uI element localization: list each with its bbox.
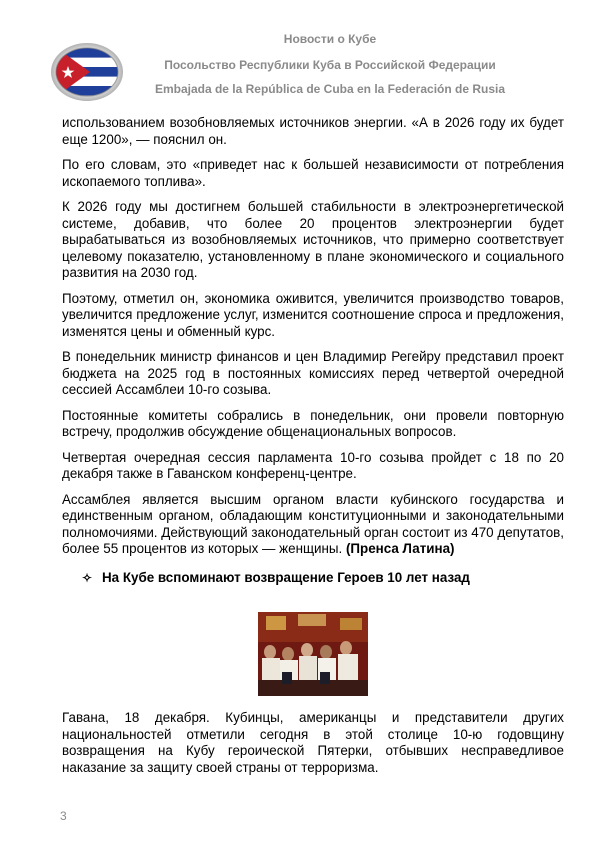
- next-article-title: На Кубе вспоминают возвращение Героев 10 лет назад: [102, 569, 470, 585]
- header-title: Новости о Кубе: [283, 32, 377, 46]
- paragraph: [62, 492, 564, 558]
- header-text-block: [130, 30, 530, 98]
- header-subtitle-es: Embajada de la República de Cuba en la Federación de Rusia: [154, 82, 506, 96]
- news-photo: [258, 612, 368, 696]
- paragraph: К 2026 году мы достигнем большей стабильности в электроэнергетической системе, добавив, что более 20 процентов электроэнергии будет вырабатываться из возобновляемых источников, что примерно соответствует целевому показателю, установленному в плане экономического и социального развития на 2030 год.: [62, 199, 564, 280]
- page-number: 3: [60, 809, 67, 823]
- news-source: (Пренса Латина): [345, 541, 455, 556]
- paragraph: Поэтому, отметил он, экономика оживится, увеличится производство товаров, увеличится предложение услуг, изменится соотношение спроса и предложения, изменятся цены и обменный курс.: [62, 290, 564, 339]
- paragraph-text: Ассамблея является высшим органом власти кубинского государства и единственным органом, обладающим конституционными и законодательными полномочиями. Действующий законодательный орган состоит из 470 депутатов, более 55 процентов из которых — женщины.: [62, 491, 564, 556]
- cuba-flag-logo: [50, 42, 124, 102]
- article-body: [62, 115, 564, 785]
- header-subtitle-ru: Посольство Республики Куба в Российской Федерации: [164, 58, 496, 72]
- page-header: [0, 0, 608, 110]
- diamond-bullet-icon: ✧: [81, 570, 93, 585]
- paragraph: Гавана, 18 декабря. Кубинцы, американцы и представители других национальностей отметили сегодня в этой столице 10-ю годовщину возвращения на Кубу героической Пятерки, отбывших несправедливое наказание за защиту своей страны от терроризма.: [62, 710, 564, 775]
- paragraph: В понедельник министр финансов и цен Владимир Регейру представил проект бюджета на 2025 год в постоянных комиссиях перед четвертой очередной сессией Ассамблеи 10-го созыва.: [62, 349, 564, 397]
- paragraph: использованием возобновляемых источников энергии. «А в 2026 году их будет еще 1200», — пояснил он.: [62, 115, 564, 147]
- paragraph: По его словам, это «приведет нас к большей независимости от потребления ископаемого топлива».: [62, 157, 564, 189]
- photo-container: [62, 612, 564, 696]
- paragraph: Четвертая очередная сессия парламента 10-го созыва пройдет с 18 по 20 декабря также в Гаванском конференц-центре.: [62, 449, 564, 481]
- paragraph: Постоянные комитеты собрались в понедельник, они провели повторную встречу, продолжив обсуждение общенациональных вопросов.: [62, 407, 564, 439]
- next-article-heading: [80, 570, 564, 587]
